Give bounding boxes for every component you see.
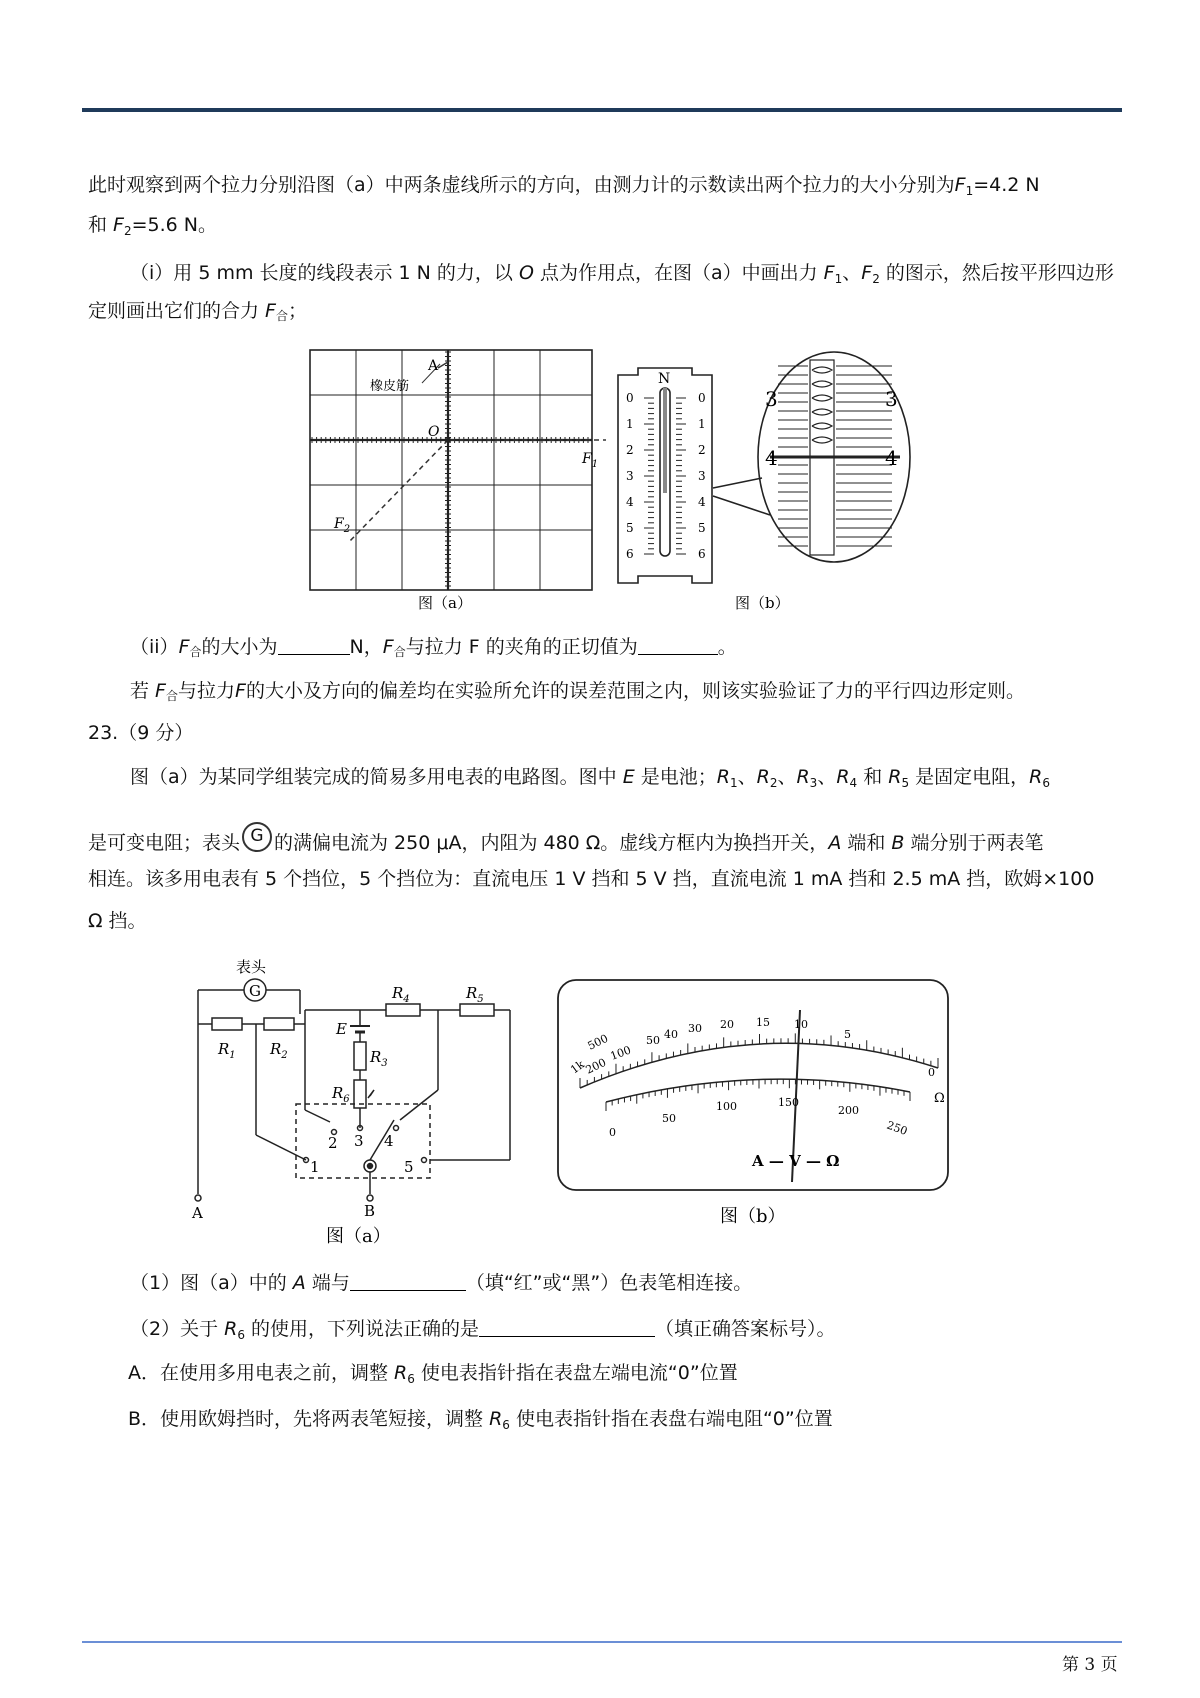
balance-scale-number: 0 bbox=[698, 391, 706, 405]
ohm-tick-20: 20 bbox=[720, 1018, 734, 1031]
r6-label: $R_6$ bbox=[332, 1084, 350, 1105]
question-23-body-line4: Ω 挡。 bbox=[88, 910, 147, 932]
balance-scale-number: 5 bbox=[698, 521, 706, 535]
ohm-tick-10: 10 bbox=[794, 1018, 808, 1031]
meter-head-label: 表头 bbox=[236, 958, 267, 976]
linear-tick-100: 100 bbox=[716, 1100, 737, 1113]
figure-a-caption: 图（a） bbox=[418, 594, 472, 612]
terminal-b-label: B bbox=[364, 1202, 376, 1220]
option-a[interactable]: A．在使用多用电表之前，调整 $R_6$ 使电表指针指在表盘左端电流“0”位置 bbox=[128, 1362, 738, 1386]
question-2: （2）关于 $R_6$ 的使用，下列说法正确的是 （填正确答案标号）。 bbox=[130, 1318, 836, 1342]
figure-b-caption: 图（b） bbox=[735, 594, 790, 612]
footer-rule bbox=[82, 1641, 1122, 1643]
rubber-band-label: 橡皮筋 bbox=[370, 379, 410, 394]
balance-scale-number: 2 bbox=[698, 443, 706, 457]
question-23-title: 23.（9 分） bbox=[88, 722, 194, 744]
zoom-label-4-left: 4 bbox=[765, 446, 778, 470]
galvanometer-symbol: G bbox=[242, 822, 272, 852]
ohm-tick-50: 50 bbox=[646, 1034, 660, 1047]
header-rule bbox=[82, 108, 1122, 112]
answer-blank-r6-choice[interactable] bbox=[479, 1318, 655, 1337]
balance-scale-number: 3 bbox=[698, 469, 706, 483]
ohm-symbol: Ω bbox=[934, 1091, 945, 1106]
balance-scale-number: 0 bbox=[626, 391, 634, 405]
circuit-figure bbox=[160, 950, 960, 1250]
balance-scale-number: 4 bbox=[698, 495, 706, 509]
r4-label: $R_4$ bbox=[392, 984, 410, 1005]
instruction-ii: （ii）F合的大小为 N，F合与拉力 F 的夹角的正切值为 。 bbox=[130, 636, 737, 659]
switch-pos-4: 4 bbox=[384, 1132, 394, 1150]
axis-ticks bbox=[312, 352, 588, 586]
switch-pos-3: 3 bbox=[354, 1132, 364, 1150]
balance-scale-number: 3 bbox=[626, 469, 634, 483]
option-b[interactable]: B．使用欧姆挡时，先将两表笔短接，调整 $R_6$ 使电表指针指在表盘右端电阻“0”位置 bbox=[128, 1408, 833, 1432]
instruction-i: （i）用 5 mm 长度的线段表示 1 N 的力，以 O 点为作用点，在图（a）中画出力 $F_1$、$F_2$ 的图示，然后按平形四边形定则画出它们的合力 F合； bbox=[88, 262, 1114, 323]
balance-scale-number: 6 bbox=[626, 547, 634, 561]
intro-paragraph: 此时观察到两个拉力分别沿图（a）中两条虚线所示的方向，由测力计的示数读出两个拉力的大小分别为$F_1=4.2$ N bbox=[88, 174, 1040, 198]
balance-scale-number: 6 bbox=[698, 547, 706, 561]
force-figure bbox=[300, 340, 920, 625]
question-23-body-line3: 相连。该多用电表有 5 个挡位，5 个挡位为：直流电压 1 V 挡和 5 V 挡，直流电流 1 mA 挡和 2.5 mA 挡，欧姆×100 bbox=[88, 868, 1095, 890]
meter-caption-b: 图（b） bbox=[720, 1206, 786, 1227]
avo-label: A — V — Ω bbox=[752, 1152, 840, 1170]
question-1: （1）图（a）中的 A 端与 （填“红”或“黑”）色表笔相连接。 bbox=[130, 1272, 753, 1294]
linear-tick-50: 50 bbox=[662, 1112, 676, 1125]
switch-pos-2: 2 bbox=[328, 1134, 338, 1152]
r2-label: $R_2$ bbox=[270, 1040, 288, 1061]
page-number: 第 3 页 bbox=[1062, 1655, 1118, 1675]
ohm-tick-500: 500 bbox=[585, 1031, 611, 1053]
linear-tick-250: 250 bbox=[884, 1118, 910, 1139]
question-23-body-line1: 图（a）为某同学组装完成的简易多用电表的电路图。图中 E 是电池；$R_1$、$R_2$、$R_3$、$R_4$ 和 $R_5$ 是固定电阻，$R_6$ bbox=[130, 766, 1050, 790]
linear-tick-0: 0 bbox=[609, 1126, 616, 1139]
balance-scale-number: 4 bbox=[626, 495, 634, 509]
answer-blank-tangent[interactable] bbox=[638, 636, 718, 655]
point-a-label: A bbox=[428, 358, 439, 374]
galvanometer-g: G bbox=[249, 982, 261, 1000]
zoom-label-4-right: 4 bbox=[885, 446, 898, 470]
f2-label: $F_2$ bbox=[334, 516, 351, 535]
battery-e-label: E bbox=[336, 1020, 347, 1038]
r1-label: $R_1$ bbox=[218, 1040, 236, 1061]
answer-blank-pen-color[interactable] bbox=[350, 1272, 466, 1291]
ohm-tick-100: 100 bbox=[608, 1043, 633, 1063]
zoom-label-3-left: 3 bbox=[765, 387, 778, 411]
balance-scale-number: 2 bbox=[626, 443, 634, 457]
terminal-a-label: A bbox=[192, 1204, 203, 1222]
ohm-tick-5: 5 bbox=[844, 1028, 851, 1041]
newton-label: N bbox=[658, 371, 671, 387]
linear-tick-150: 150 bbox=[778, 1096, 799, 1109]
r3-label: $R_3$ bbox=[370, 1048, 388, 1069]
question-23-body-line2: 是可变电阻；表头 G 的满偏电流为 250 μA，内阻为 480 Ω。虚线方框内为换挡开关，A 端和 B 端分别于两表笔 bbox=[88, 822, 1122, 858]
ohm-tick-15: 15 bbox=[756, 1016, 770, 1029]
balance-scale-number: 1 bbox=[626, 417, 634, 431]
ohm-tick-1k: 1k bbox=[568, 1057, 587, 1077]
f1-label: $F_1$ bbox=[582, 451, 599, 470]
conclusion-paragraph: 若 F合与拉力F的大小及方向的偏差均在实验所允许的误差范围之内，则该实验验证了力的平行四边形定则。 bbox=[130, 680, 1025, 703]
ohm-tick-30: 30 bbox=[688, 1022, 702, 1035]
r5-label: $R_5$ bbox=[466, 984, 484, 1005]
intro-paragraph-line2: 和 $F_2=5.6$ N。 bbox=[88, 214, 218, 238]
point-o-label: O bbox=[428, 424, 440, 440]
circuit-caption-a: 图（a） bbox=[326, 1226, 391, 1247]
linear-tick-200: 200 bbox=[838, 1104, 859, 1117]
ohm-tick-0: 0 bbox=[928, 1066, 935, 1079]
switch-pos-1: 1 bbox=[310, 1158, 320, 1176]
ohm-tick-200: 200 bbox=[583, 1055, 609, 1077]
balance-scale-number: 5 bbox=[626, 521, 634, 535]
balance-scale-number: 1 bbox=[698, 417, 706, 431]
ohm-tick-40: 40 bbox=[664, 1028, 678, 1041]
switch-pos-5: 5 bbox=[404, 1158, 414, 1176]
answer-blank-magnitude[interactable] bbox=[278, 636, 350, 655]
zoom-label-3-right: 3 bbox=[885, 387, 898, 411]
